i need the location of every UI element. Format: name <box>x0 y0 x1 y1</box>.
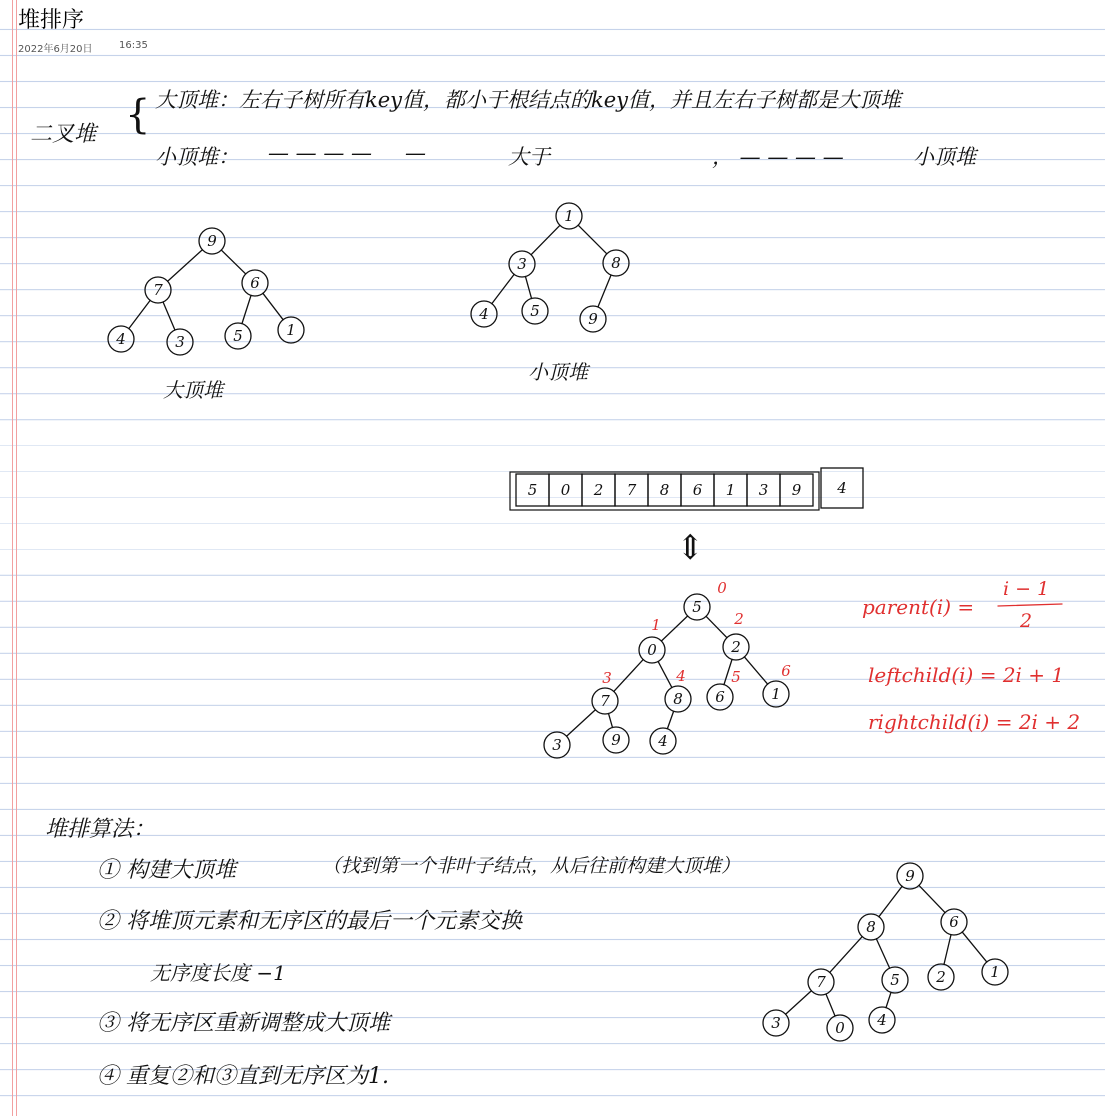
result-heap-node-label: 6 <box>949 913 959 931</box>
formula-rightchild: rightchild(i) = 2i + 2 <box>868 710 1081 734</box>
index-label: 6 <box>781 662 791 680</box>
algorithm-step-4: ④ 重复②和③直到无序区为1. <box>97 1064 389 1089</box>
result-heap-node-label: 7 <box>816 973 826 991</box>
page-date: 2022年6月20日 <box>18 44 93 55</box>
page-time: 16:35 <box>119 40 148 51</box>
definition-line-2-mid: 大于 <box>508 145 550 169</box>
min-heap-edge <box>598 275 611 307</box>
brace-glyph: { <box>125 92 151 138</box>
max-heap-node-label: 6 <box>250 274 260 292</box>
max-heap-edge <box>221 250 245 274</box>
algorithm-step-2: ② 将堆顶元素和无序区的最后一个元素交换 <box>97 909 522 934</box>
definition-line-2-prefix: 小顶堆： <box>155 145 239 169</box>
index-tree-node-label: 6 <box>715 688 725 706</box>
max-heap-caption: 大顶堆 <box>163 378 223 402</box>
array-extra-value: 4 <box>837 479 847 497</box>
max-heap-edge <box>129 300 150 328</box>
min-heap-node-label: 5 <box>530 302 540 320</box>
min-heap-edge <box>492 274 514 303</box>
algorithm-step-1-note: （找到第一个非叶子结点，从后往前构建大顶堆） <box>322 855 741 877</box>
index-label: 5 <box>731 668 741 686</box>
result-heap-node-label: 8 <box>866 918 876 936</box>
index-tree-edge <box>567 710 596 736</box>
array-cell-value: 6 <box>692 481 703 499</box>
definition-line-1: 大顶堆：左右子树所有key值，都小于根结点的key值，并且左右子树都是大顶堆 <box>155 88 902 112</box>
index-label: 2 <box>734 610 744 628</box>
array-cell-value: 7 <box>626 481 637 499</box>
max-heap-edge <box>163 302 175 330</box>
definition-line-2-dash-3: ， — — — — <box>712 145 844 169</box>
formula-parent-denominator: 2 <box>1020 610 1033 632</box>
result-heap-edge <box>830 937 863 973</box>
index-tree-edge <box>661 616 687 641</box>
index-label: 0 <box>717 579 727 597</box>
definition-line-2-suffix: 小顶堆 <box>913 145 976 169</box>
index-tree-node-label: 9 <box>611 731 621 749</box>
index-tree-node-label: 7 <box>600 692 610 710</box>
definition-line-2-dash-2: — <box>405 141 426 165</box>
max-heap-edge <box>242 295 251 323</box>
min-heap-caption: 小顶堆 <box>528 360 588 384</box>
index-tree-edge <box>744 657 767 684</box>
array-tree-arrow: ⇕ <box>676 528 705 568</box>
index-label: 4 <box>676 667 686 685</box>
min-heap-node-label: 4 <box>479 305 489 323</box>
index-tree-edge <box>609 714 613 728</box>
index-tree-node-label: 4 <box>658 732 668 750</box>
result-heap-node-label: 9 <box>905 867 915 885</box>
result-heap-edge <box>886 992 891 1007</box>
result-heap-node-label: 4 <box>877 1011 887 1029</box>
max-heap-node-label: 4 <box>116 330 126 348</box>
index-tree-edge <box>667 711 673 729</box>
index-tree-node-label: 1 <box>771 685 781 703</box>
array-cell-value: 9 <box>791 481 802 499</box>
result-heap-edge <box>876 939 889 968</box>
result-heap-edge <box>962 932 987 962</box>
index-tree-edge <box>706 616 727 637</box>
result-heap-node-label: 0 <box>835 1019 845 1037</box>
formula-parent-lhs: parent(i) = <box>862 595 975 619</box>
index-tree-node-label: 8 <box>673 690 683 708</box>
algorithm-step-1: ① 构建大顶堆 <box>97 858 236 883</box>
index-tree-node-label: 2 <box>731 638 741 656</box>
result-heap-node-label: 5 <box>890 971 900 989</box>
min-heap-node-label: 1 <box>564 207 574 225</box>
result-heap-node-label: 2 <box>936 968 946 986</box>
min-heap-edge <box>525 277 531 299</box>
formula-parent-numerator: i − 1 <box>1003 578 1050 600</box>
array-cell-value: 5 <box>527 481 538 499</box>
result-heap-edge <box>919 885 945 912</box>
max-heap-node-label: 1 <box>286 321 296 339</box>
index-label: 3 <box>602 669 612 687</box>
algorithm-step-3: ③ 将无序区重新调整成大顶堆 <box>97 1011 390 1036</box>
algorithm-heading: 堆排算法： <box>45 817 156 842</box>
max-heap-node-label: 3 <box>175 333 185 351</box>
min-heap-node-label: 3 <box>517 255 527 273</box>
min-heap-node-label: 9 <box>588 310 598 328</box>
index-tree-node-label: 5 <box>692 598 702 616</box>
page-title: 堆排序 <box>18 8 85 33</box>
min-heap-edge <box>531 225 560 254</box>
result-heap-edge <box>826 994 835 1016</box>
array-cell-value: 2 <box>593 481 604 499</box>
max-heap-node-label: 7 <box>153 281 163 299</box>
definition-line-2-dash-1: — — — — <box>268 141 373 165</box>
max-heap-node-label: 9 <box>207 232 217 250</box>
formula-leftchild: leftchild(i) = 2i + 1 <box>868 663 1065 687</box>
max-heap-node-label: 5 <box>233 327 243 345</box>
index-tree-node-label: 3 <box>552 736 562 754</box>
index-tree-node-label: 0 <box>647 641 657 659</box>
max-heap-edge <box>263 293 283 319</box>
result-heap-edge <box>944 935 951 965</box>
max-heap-edge <box>168 250 203 282</box>
result-heap-edge <box>786 991 812 1014</box>
array-cell-value: 0 <box>560 481 571 499</box>
formula-fraction-bar <box>998 604 1062 606</box>
result-heap-node-label: 1 <box>990 963 1000 981</box>
array-cell-value: 3 <box>758 481 769 499</box>
result-heap-node-label: 3 <box>771 1014 781 1032</box>
min-heap-node-label: 8 <box>611 254 621 272</box>
binary-heap-label: 二叉堆 <box>30 122 97 147</box>
array-cell-value: 1 <box>725 481 736 499</box>
result-heap-edge <box>879 886 902 916</box>
index-tree-edge <box>658 661 672 687</box>
index-tree-edge <box>614 660 643 692</box>
min-heap-edge <box>578 225 607 254</box>
algorithm-step-2-note: 无序度长度 −1 <box>150 961 286 985</box>
index-label: 1 <box>651 616 661 634</box>
array-cell-value: 8 <box>659 481 670 499</box>
